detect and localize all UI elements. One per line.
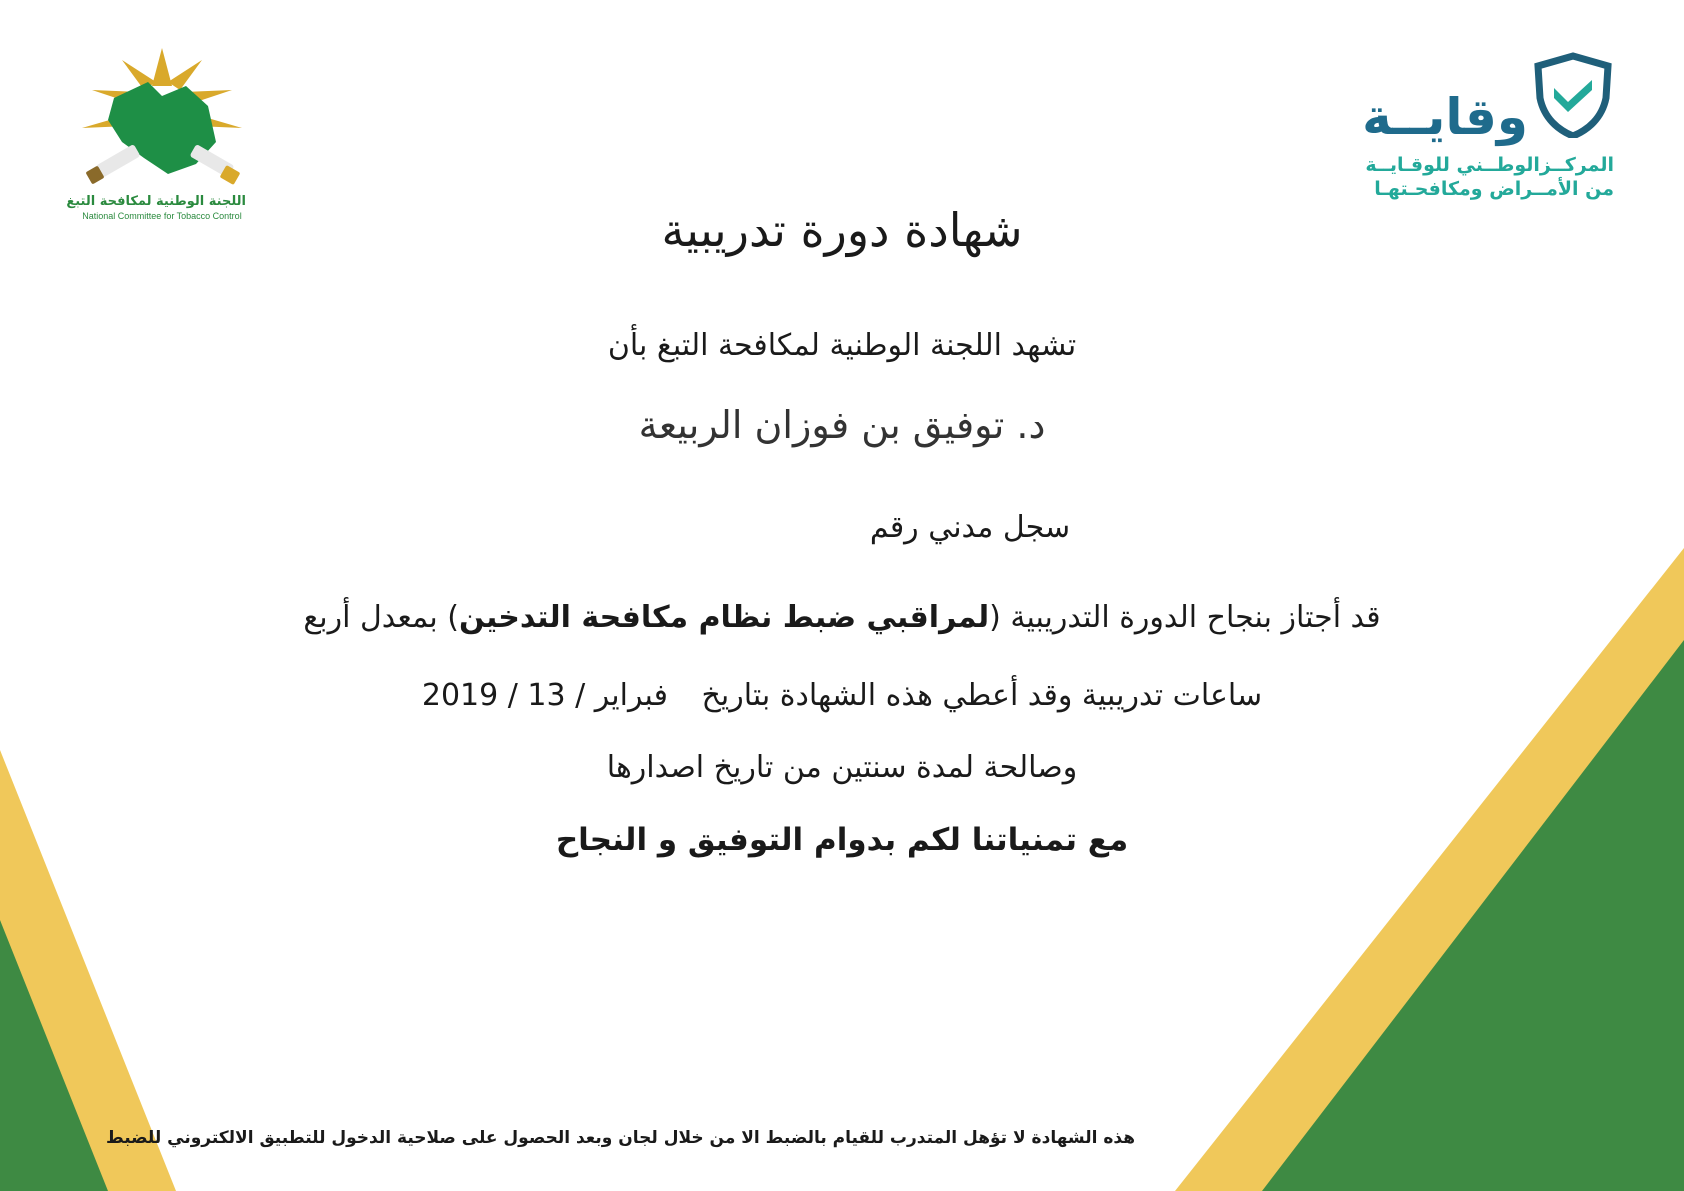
civil-record-label: سجل مدني رقم bbox=[869, 510, 1071, 545]
shield-icon bbox=[1532, 52, 1614, 138]
committee-name-en: National Committee for Tobacco Control bbox=[82, 211, 242, 221]
weqaya-subtitle-1: المركــزالوطــني للوقـايــة bbox=[1365, 154, 1614, 176]
committee-name-ar: اللجنة الوطنية لمكافحة التبغ bbox=[66, 194, 246, 209]
weqaya-subtitle-2: من الأمــراض ومكافحـتهـا bbox=[1374, 178, 1614, 200]
certificate-title: شهادة دورة تدريبية bbox=[661, 203, 1023, 257]
weqaya-logo bbox=[1364, 52, 1614, 212]
course-completion-line bbox=[0, 600, 1684, 635]
saudi-map-emblem-icon bbox=[78, 46, 246, 192]
course-name: لمراقبي ضبط نظام مكافحة التدخين bbox=[458, 600, 990, 635]
validity-text: وصالحة لمدة سنتين من تاريخ اصدارها bbox=[606, 750, 1078, 785]
recipient-name: د. توفيق بن فوزان الربيعة bbox=[638, 403, 1046, 447]
hours-text: ساعات تدريبية وقد أعطي هذه الشهادة بتاريخ bbox=[701, 678, 1263, 713]
issue-date: 2019 / فبراير / 13 bbox=[421, 678, 668, 713]
certificate-intro: تشهد اللجنة الوطنية لمكافحة التبغ بأن bbox=[607, 328, 1077, 363]
wishes-text: مع تمنياتنا لكم بدوام التوفيق و النجاح bbox=[555, 822, 1129, 858]
passed-prefix: قد أجتاز بنجاح الدورة التدريبية ( bbox=[989, 600, 1381, 635]
passed-suffix: ) بمعدل أربع bbox=[303, 600, 459, 635]
weqaya-brand: وقايــة bbox=[1362, 88, 1528, 146]
footnote-text: هذه الشهادة لا تؤهل المتدرب للقيام بالضبط الا من خلال لجان وبعد الحصول على صلاحية الدخول للتطبيق الالكتروني للضبط bbox=[105, 1128, 1135, 1148]
hours-date-line bbox=[0, 678, 1684, 713]
